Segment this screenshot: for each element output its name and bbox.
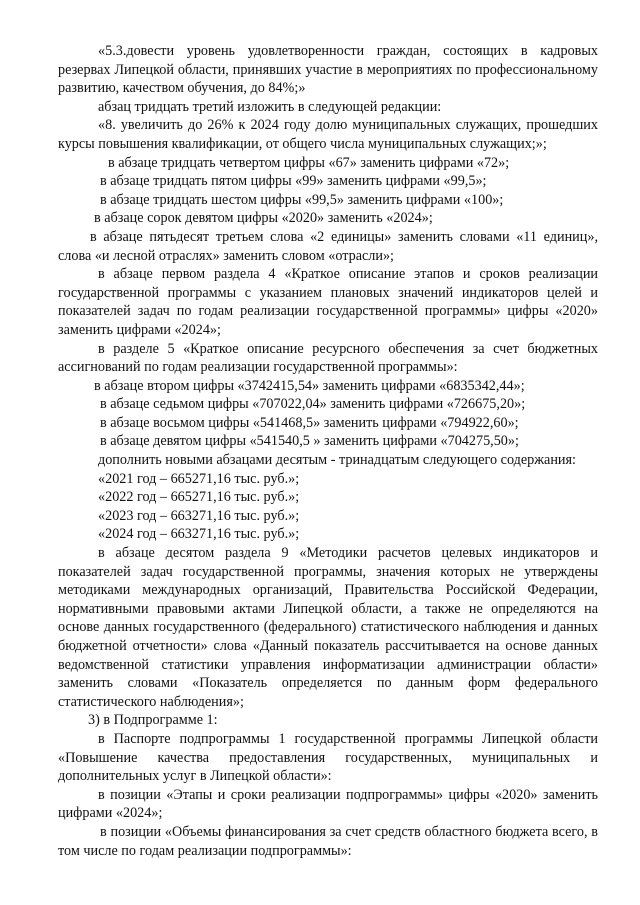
document-page	[58, 42, 598, 860]
paragraph-abzac-35: в абзаце тридцать пятом цифры «99» заменить цифрами «99,5»;	[100, 173, 487, 190]
paragraph-quote-8: «8. увеличить до 26% к 2024 году долю муниципальных служащих, прошедших курсы повышения квалификации, от общего числа муниципальных служащих;»;	[58, 117, 598, 152]
paragraph-year-2023: «2023 год – 663271,16 тыс. руб.»;	[98, 507, 300, 524]
paragraph-abzac-49: в абзаце сорок девятом цифры «2020» заменить «2024»;	[94, 210, 433, 227]
paragraph-obemy: в позиции «Объемы финансирования за счет средств областного бюджета всего, в том числе по годам реализации подпрограммы»:	[58, 823, 598, 859]
paragraph-abzac-53: в абзаце пятьдесят третьем слова «2 единицы» заменить словами «11 единиц», слова «и лесной отраслях» заменить словом «отрасли»;	[58, 228, 598, 264]
paragraph-abzac-2: в абзаце втором цифры «3742415,54» заменить цифрами «6835342,44»;	[94, 377, 525, 394]
paragraph-abzac-9: в абзаце девятом цифры «541540,5 » заменить цифрами «704275,50»;	[100, 433, 519, 450]
paragraph-section-4: в абзаце первом раздела 4 «Краткое описание этапов и сроков реализации государственной программы с указанием плановых значений индикаторов целей и показателей задач по годам реализации государственной программы» цифры «2020» заменить цифрами «2024»;	[58, 266, 598, 338]
paragraph-year-2021: «2021 год – 665271,16 тыс. руб.»;	[98, 470, 300, 487]
paragraph-year-2024: «2024 год – 663271,16 тыс. руб.»;	[98, 526, 300, 543]
paragraph-section-9: в абзаце десятом раздела 9 «Методики расчетов целевых индикаторов и показателей задач государственной программы, значения которых не утверждены методиками международных организаций, Правительства Российской Федерации, нормативными правовыми актами Липецкой области, а также не определяются на основе данных государственного (федерального) статистического наблюдения и данных бюджетной отчетности» слова «Данный показатель рассчитывается на основе данных ведомственной статистики управления информатизации администрации области» заменить словами «Показатель определяется по данным форм федерального статистического наблюдения»;	[58, 545, 598, 710]
paragraph-passport: в Паспорте подпрограммы 1 государственной программы Липецкой области «Повышение качества предоставления государственных, муниципальных и дополнительных услуг в Липецкой области»:	[58, 730, 598, 785]
paragraph-add-new: дополнить новыми абзацами десятым - тринадцатым следующего содержания:	[98, 452, 576, 469]
paragraph-abzac-7: в абзаце седьмом цифры «707022,04» заменить цифрами «726675,20»;	[100, 396, 526, 413]
paragraph-section-5: в разделе 5 «Краткое описание ресурсного обеспечения за счет бюджетных ассигнований по годам реализации государственной программы»:	[58, 340, 598, 376]
paragraph-year-2022: «2022 год – 665271,16 тыс. руб.»;	[98, 489, 300, 506]
paragraph-subprogram-1: 3) в Подпрограмме 1:	[88, 712, 218, 729]
paragraph-abzac-34: в абзаце тридцать четвертом цифры «67» заменить цифрами «72»;	[108, 154, 510, 171]
paragraph-etapy: в позиции «Этапы и сроки реализации подпрограммы» цифры «2020» заменить цифрами «2024»;	[58, 786, 598, 822]
paragraph-abzac-8: в абзаце восьмом цифры «541468,5» заменить цифрами «794922,60»;	[100, 414, 519, 431]
paragraph-abzac-36: в абзаце тридцать шестом цифры «99,5» заменить цифрами «100»;	[100, 191, 504, 208]
paragraph-quote-5-3: «5.3.довести уровень удовлетворенности граждан, состоящих в кадровых резервах Липецкой области, принявших участие в мероприятиях по профессиональному развитию, качеством обучения, до 84%;»	[58, 43, 598, 97]
paragraph-abzac-33-intro: абзац тридцать третий изложить в следующей редакции:	[98, 98, 442, 115]
